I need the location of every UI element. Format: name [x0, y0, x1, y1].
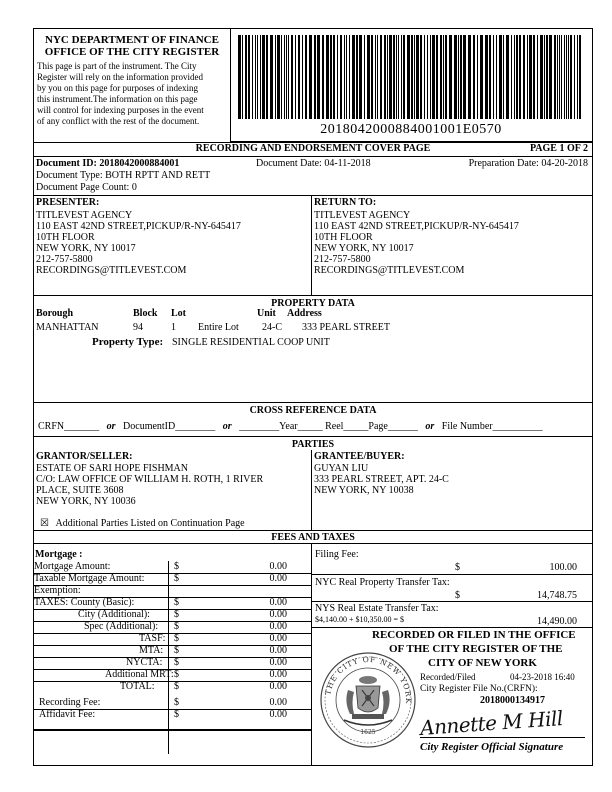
fee-dollar: $	[174, 709, 179, 720]
grantee-heading: GRANTEE/BUYER:	[314, 451, 405, 462]
fee-row	[34, 561, 312, 573]
barcode-bar	[460, 35, 462, 119]
return-to-line: RECORDINGS@TITLEVEST.COM	[314, 265, 465, 276]
property-title: PROPERTY DATA	[271, 298, 355, 309]
fee-label: Affidavit Fee:	[39, 709, 96, 720]
barcode-bar	[514, 35, 515, 119]
return-to-line: 10TH FLOOR	[314, 232, 373, 243]
crossref-or: or	[106, 421, 116, 432]
grantee-line: NEW YORK, NY 10038	[314, 485, 414, 496]
fee-label: Mortgage Amount:	[34, 561, 111, 572]
presenter-line: 212-757-5800	[36, 254, 93, 265]
crossref-year: ________Year_____	[239, 421, 323, 432]
notice-line: will control for indexing purposes in the event	[37, 105, 204, 115]
barcode-bar	[401, 35, 402, 119]
barcode-bar	[468, 35, 471, 119]
fee-row	[34, 697, 312, 709]
barcode-bar	[485, 35, 488, 119]
barcode-bar	[352, 35, 355, 119]
barcode-bar	[527, 35, 528, 119]
property-type-label: Property Type:	[92, 336, 164, 348]
barcode-bar	[414, 35, 415, 119]
barcode-bar	[349, 35, 350, 119]
fee-row	[34, 645, 312, 657]
fee-label: Exemption:	[34, 585, 81, 596]
notice-text	[37, 61, 232, 127]
fee-dollar: $	[174, 609, 179, 620]
barcode-bar	[503, 35, 504, 119]
nyc-tax-value: 14,748.75	[537, 590, 577, 601]
checkbox-checked-icon: ☒	[40, 518, 49, 529]
fee-label: TAXES: County (Basic):	[34, 597, 135, 608]
nys-tax-calc: $4,140.00 + $10,350.00 = $	[315, 615, 405, 624]
page-count-row	[36, 182, 137, 193]
org-line1: NYC DEPARTMENT OF FINANCE	[45, 34, 219, 46]
fee-value: 0.00	[269, 573, 287, 584]
doc-type: BOTH RPTT AND RETT	[105, 170, 211, 181]
barcode-bar	[337, 35, 338, 119]
nys-tax-value: 14,490.00	[537, 616, 577, 627]
barcode-bar	[473, 35, 475, 119]
fee-value: 0.00	[269, 561, 287, 572]
barcode-bar	[577, 35, 578, 119]
block: 94	[133, 322, 143, 333]
barcode-bar	[499, 35, 502, 119]
return-to-heading: RETURN TO:	[314, 197, 377, 208]
recorded-line3: CITY OF NEW YORK	[428, 657, 537, 669]
barcode-bar	[398, 35, 399, 119]
presenter-address	[36, 210, 241, 276]
barcode-bar	[281, 35, 282, 119]
presenter-line: 10TH FLOOR	[36, 232, 95, 243]
barcode-bar	[403, 35, 405, 119]
fee-label: TASF:	[139, 633, 166, 644]
presenter-line: RECORDINGS@TITLEVEST.COM	[36, 265, 187, 276]
fees-title: FEES AND TAXES	[271, 532, 355, 543]
fee-row	[34, 657, 312, 669]
borough: MANHATTAN	[36, 322, 99, 333]
barcode-bar	[266, 35, 268, 119]
barcode-bar	[564, 35, 565, 119]
fee-label: Additional MRT:	[105, 669, 174, 680]
fee-value: 0.00	[269, 709, 287, 720]
barcode-bar	[411, 35, 413, 119]
presenter-line: 110 EAST 42ND STREET,PICKUP/R-NY-645417	[36, 221, 241, 232]
barcode-bar	[554, 35, 556, 119]
barcode-bar	[454, 35, 457, 119]
barcode	[236, 35, 586, 121]
filed-value: 04-23-2018 16:40	[510, 672, 575, 682]
doc-id-row	[36, 158, 179, 169]
lot-type: Entire Lot	[198, 322, 239, 333]
mortgage-heading: Mortgage :	[35, 549, 83, 560]
fee-row	[34, 633, 312, 645]
additional-parties-text: Additional Parties Listed on Continuation Page	[55, 518, 245, 529]
barcode-bar	[275, 35, 276, 119]
barcode-bar	[493, 35, 494, 119]
barcode-bar	[322, 35, 324, 119]
unit: 24-C	[262, 322, 282, 333]
barcode-bar	[270, 35, 273, 119]
barcode-bar	[458, 35, 459, 119]
fee-dollar: $	[174, 657, 179, 668]
barcode-bar	[255, 35, 256, 119]
presenter-heading: PRESENTER:	[36, 197, 100, 208]
col-block: Block	[133, 308, 158, 319]
cover-title: RECORDING AND ENDORSEMENT COVER PAGE	[195, 143, 431, 154]
doc-date-label: Document Date:	[256, 158, 322, 169]
barcode-bar	[333, 35, 335, 119]
col-unit: Unit	[257, 308, 276, 319]
barcode-bar	[340, 35, 342, 119]
crfn-value: 2018000134917	[480, 695, 545, 706]
fee-label: City (Additional):	[78, 609, 150, 620]
doc-id-label: Document ID:	[36, 158, 97, 169]
filing-fee-label: Filing Fee:	[315, 549, 359, 560]
crossref-docid: DocumentID________	[123, 421, 216, 432]
barcode-bar	[375, 35, 376, 119]
barcode-bar	[430, 35, 431, 119]
grantor-line: C/O: LAW OFFICE OF WILLIAM H. ROTH, 1 RIVER	[36, 474, 264, 485]
fee-label: Recording Fee:	[39, 697, 101, 708]
org-line2: OFFICE OF THE CITY REGISTER	[44, 46, 220, 58]
city-seal-icon	[318, 650, 418, 750]
nys-tax-label: NYS Real Estate Transfer Tax:	[315, 603, 439, 614]
barcode-bar	[523, 35, 525, 119]
barcode-bar	[238, 35, 241, 119]
barcode-bar	[506, 35, 509, 119]
barcode-bar	[330, 35, 332, 119]
fee-dollar: $	[174, 645, 179, 656]
return-to-line: NEW YORK, NY 10017	[314, 243, 414, 254]
crossref-title: CROSS REFERENCE DATA	[249, 405, 377, 416]
fee-dollar: $	[174, 561, 179, 572]
barcode-bar	[298, 35, 300, 119]
barcode-bar	[393, 35, 395, 119]
additional-parties-row	[40, 518, 245, 529]
barcode-bar	[367, 35, 370, 119]
barcode-bar	[480, 35, 483, 119]
barcode-bar	[295, 35, 296, 119]
fee-dollar: $	[174, 597, 179, 608]
notice-line: of any conflict with the rest of the document.	[37, 116, 200, 126]
barcode-bar	[364, 35, 365, 119]
crossref-line	[38, 421, 588, 432]
return-to-line: 110 EAST 42ND STREET,PICKUP/R-NY-645417	[314, 221, 519, 232]
barcode-bar	[416, 35, 419, 119]
fee-dollar: $	[174, 621, 179, 632]
crossref-or: or	[425, 421, 435, 432]
address: 333 PEARL STREET	[302, 322, 390, 333]
return-to-line: TITLEVEST AGENCY	[314, 210, 411, 221]
property-type: SINGLE RESIDENTIAL COOP UNIT	[172, 337, 330, 348]
barcode-bar	[248, 35, 250, 119]
fee-value: 0.00	[269, 681, 287, 692]
barcode-bar	[516, 35, 518, 119]
barcode-bar	[544, 35, 545, 119]
barcode-bar	[537, 35, 538, 119]
fee-row	[34, 609, 312, 621]
doc-date-row	[256, 158, 371, 169]
fee-row	[34, 621, 312, 633]
fee-label: NYCTA:	[126, 657, 163, 668]
lot: 1	[171, 322, 176, 333]
presenter-line: TITLEVEST AGENCY	[36, 210, 133, 221]
filing-fee-dollar: $	[455, 562, 460, 573]
col-lot: Lot	[171, 308, 186, 319]
grantee-address	[314, 463, 449, 496]
fee-label: Taxable Mortgage Amount:	[34, 573, 145, 584]
barcode-bar	[305, 35, 307, 119]
barcode-bar	[314, 35, 316, 119]
doc-type-row	[36, 170, 210, 181]
fee-value: 0.00	[269, 657, 287, 668]
barcode-bar	[346, 35, 347, 119]
barcode-bar	[252, 35, 253, 119]
barcode-bar	[286, 35, 287, 119]
barcode-bar	[568, 35, 569, 119]
barcode-bar	[309, 35, 312, 119]
barcode-bar	[344, 35, 345, 119]
barcode-bar	[242, 35, 243, 119]
barcode-bar	[496, 35, 497, 119]
fee-value: 0.00	[269, 597, 287, 608]
barcode-bar	[549, 35, 552, 119]
barcode-bar	[579, 35, 581, 119]
barcode-bar	[574, 35, 575, 119]
parties-title: PARTIES	[291, 439, 335, 450]
barcode-bar	[436, 35, 438, 119]
signature-caption: City Register Official Signature	[420, 741, 564, 753]
official-signature: Annette M Hill	[419, 706, 564, 740]
notice-line: This page is part of the instrument. The City	[37, 61, 197, 71]
fee-value: 0.00	[269, 633, 287, 644]
barcode-bar	[440, 35, 442, 119]
barcode-bar	[377, 35, 378, 119]
barcode-bar	[443, 35, 444, 119]
barcode-bar	[477, 35, 478, 119]
return-to-line: 212-757-5800	[314, 254, 371, 265]
fee-dollar: $	[174, 633, 179, 644]
nyc-tax-label: NYC Real Property Transfer Tax:	[315, 577, 450, 588]
grantee-line: GUYAN LIU	[314, 463, 369, 474]
fee-row	[34, 585, 312, 597]
barcode-bar	[424, 35, 425, 119]
recorded-line1: RECORDED OR FILED IN THE OFFICE	[372, 629, 576, 641]
barcode-bar	[326, 35, 329, 119]
seal-year: 1625	[360, 729, 376, 736]
barcode-bar	[260, 35, 261, 119]
page-count: 0	[131, 182, 137, 193]
fee-row	[34, 669, 312, 681]
fee-value: 0.00	[269, 645, 287, 656]
barcode-bar	[302, 35, 303, 119]
barcode-bar	[389, 35, 392, 119]
prep-date: 04-20-2018	[541, 158, 588, 169]
barcode-bar	[384, 35, 386, 119]
fee-dollar: $	[174, 697, 179, 708]
barcode-bar	[371, 35, 373, 119]
notice-line: this instrument.The information on this page	[37, 94, 198, 104]
fee-dollar: $	[174, 669, 179, 680]
seal-text-path: THE CITY OF NEW YORK	[323, 654, 414, 705]
doc-id: 2018042000884001	[99, 158, 180, 169]
doc-date: 04-11-2018	[324, 158, 371, 169]
barcode-bar	[559, 35, 560, 119]
grantor-heading: GRANTOR/SELLER:	[36, 451, 133, 462]
barcode-bar	[359, 35, 362, 119]
grantee-line: 333 PEARL STREET, APT. 24-C	[314, 474, 449, 485]
fee-value: 0.00	[269, 697, 287, 708]
presenter-line: NEW YORK, NY 10017	[36, 243, 136, 254]
grantor-line: ESTATE OF SARI HOPE FISHMAN	[36, 463, 188, 474]
barcode-bar	[396, 35, 397, 119]
barcode-bar	[284, 35, 285, 119]
fee-value: 0.00	[269, 669, 287, 680]
fee-row	[34, 573, 312, 585]
barcode-bar	[570, 35, 572, 119]
barcode-bar	[511, 35, 512, 119]
fee-dollar: $	[174, 573, 179, 584]
barcode-bar	[519, 35, 521, 119]
fee-label: TOTAL:	[120, 681, 155, 692]
barcode-bar	[380, 35, 382, 119]
barcode-bar	[262, 35, 265, 119]
barcode-bar	[533, 35, 535, 119]
fee-row	[34, 681, 312, 693]
barcode-bar	[245, 35, 247, 119]
barcode-bar	[449, 35, 452, 119]
col-address: Address	[287, 308, 322, 319]
barcode-bar	[445, 35, 447, 119]
return-to-address	[314, 210, 519, 276]
barcode-bar	[489, 35, 491, 119]
prep-date-label: Preparation Date:	[468, 158, 539, 169]
nyc-tax-dollar: $	[455, 590, 460, 601]
barcode-bar	[557, 35, 558, 119]
barcode-bar	[566, 35, 567, 119]
fee-label: Spec (Additional):	[84, 621, 159, 632]
barcode-bar	[540, 35, 543, 119]
fee-row	[34, 709, 312, 721]
barcode-bar	[561, 35, 562, 119]
fee-value: 0.00	[269, 621, 287, 632]
barcode-bar	[288, 35, 289, 119]
grantor-line: PLACE, SUITE 3608	[36, 485, 124, 496]
crfn-label: City Register File No.(CRFN):	[420, 684, 538, 694]
page-count-label: Document Page Count:	[36, 182, 130, 193]
barcode-bar	[420, 35, 422, 119]
page-number: PAGE 1 OF 2	[529, 143, 588, 154]
grantor-line: NEW YORK, NY 10036	[36, 496, 136, 507]
crossref-crfn: CRFN_______	[38, 421, 100, 432]
col-borough: Borough	[36, 308, 74, 319]
recorded-line2: OF THE CITY REGISTER OF THE	[389, 643, 563, 655]
barcode-bar	[407, 35, 410, 119]
crossref-reel: Reel_____Page______	[325, 421, 418, 432]
grantor-address	[36, 463, 263, 507]
notice-line: by you on this page for purposes of indexing	[37, 83, 198, 93]
barcode-bar	[387, 35, 388, 119]
doc-type-label: Document Type:	[36, 170, 103, 181]
notice-line: Register will rely on the information provided	[37, 72, 203, 82]
fee-value: 0.00	[269, 609, 287, 620]
barcode-bar	[257, 35, 258, 119]
barcode-bar	[463, 35, 466, 119]
fee-dollar: $	[174, 681, 179, 692]
barcode-bar	[356, 35, 358, 119]
crossref-file: File Number__________	[441, 421, 543, 432]
barcode-number: 2018042000884001001E0570	[320, 122, 502, 137]
filing-fee-value: 100.00	[549, 562, 577, 573]
barcode-bar	[291, 35, 293, 119]
filed-label: Recorded/Filed	[420, 672, 476, 682]
prep-date-row	[430, 158, 588, 169]
barcode-bar	[546, 35, 548, 119]
fee-row	[34, 597, 312, 609]
barcode-bar	[277, 35, 280, 119]
barcode-bar	[432, 35, 435, 119]
barcode-bar	[317, 35, 320, 119]
barcode-bar	[529, 35, 532, 119]
crossref-or: or	[222, 421, 232, 432]
barcode-bar	[427, 35, 428, 119]
fee-label: MTA:	[139, 645, 164, 656]
